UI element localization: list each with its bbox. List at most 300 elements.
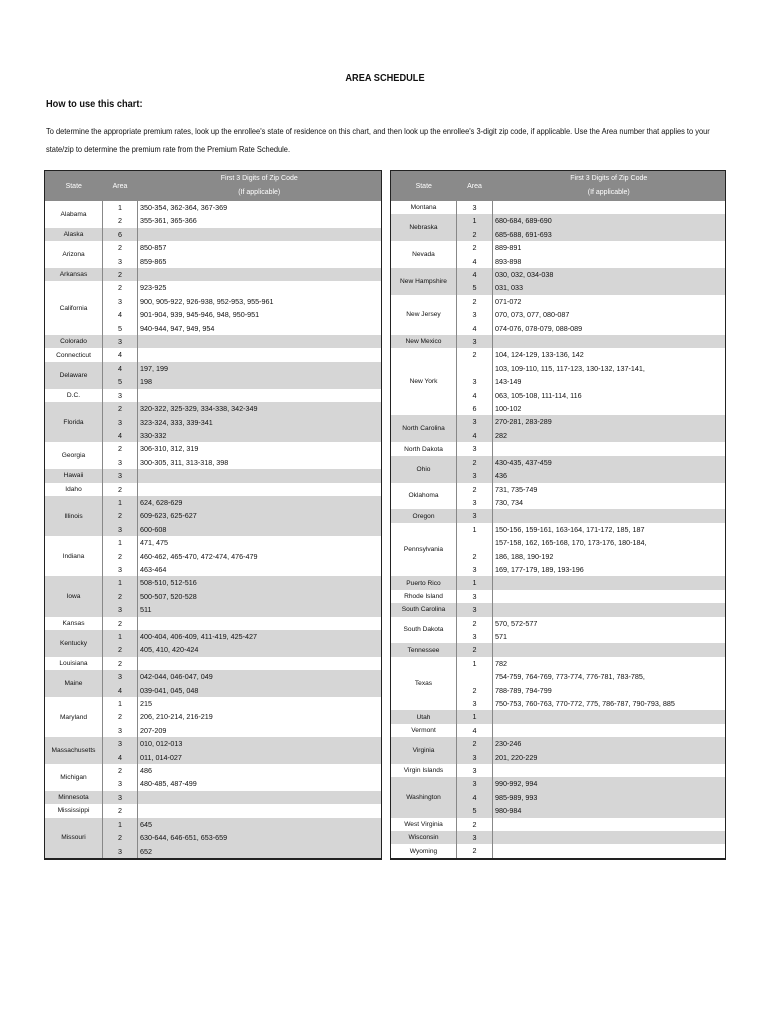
zip-cell: 508-510, 512-516	[138, 576, 382, 589]
table-row	[391, 831, 726, 844]
area-cell: 3	[457, 509, 493, 522]
state-cell: Massachusetts	[45, 737, 103, 764]
area-cell: 4	[103, 684, 138, 697]
state-cell: Colorado	[45, 335, 103, 348]
table-row	[45, 630, 382, 643]
area-cell: 4	[103, 429, 138, 442]
area-cell: 3	[457, 603, 493, 616]
table-header-row	[45, 171, 382, 202]
zip-cell: 306-310, 312, 319	[140, 444, 199, 454]
state-cell: Rhode Island	[391, 590, 457, 603]
area-cell: 3	[103, 670, 138, 683]
area-column-header: Area	[457, 171, 493, 202]
zip-cell: 900, 905-922, 926-938, 952-953, 955-961	[140, 296, 274, 306]
area-cell: 3	[457, 764, 493, 777]
state-cell: North Carolina	[391, 415, 457, 442]
zip-cell: 463-464	[140, 564, 167, 574]
area-cell: 2	[457, 536, 493, 563]
zip-cell: 480-485, 487-499	[140, 779, 197, 789]
area-cell: 2	[103, 831, 138, 844]
table-row	[45, 228, 382, 241]
area-cell: 2	[457, 737, 493, 750]
area-cell: 4	[103, 308, 138, 321]
state-cell: Maryland	[45, 697, 103, 737]
state-cell: Alaska	[45, 228, 103, 241]
table-row	[45, 764, 382, 777]
zip-cell: 570, 572-577	[495, 618, 538, 628]
zip-cell: 330-332	[138, 429, 382, 442]
area-cell: 4	[457, 791, 493, 804]
zip-cell: 731, 735-749	[495, 484, 538, 494]
table-row	[45, 536, 382, 549]
area-cell: 3	[457, 697, 493, 710]
area-cell: 2	[457, 228, 493, 241]
area-cell: 5	[457, 281, 493, 294]
area-cell: 4	[103, 751, 138, 764]
area-cell: 5	[103, 375, 138, 388]
area-cell: 1	[103, 818, 138, 831]
zip-cell: 201, 220-229	[493, 751, 726, 764]
zip-line: 754-759, 764-769, 773-774, 776-781, 783-785,	[495, 672, 645, 682]
zip-cell: 039-041, 045, 048	[138, 684, 382, 697]
zip-cell: 104, 124-129, 133-136, 142	[495, 350, 584, 360]
area-cell: 2	[103, 550, 138, 563]
zip-cell: 730, 734	[495, 497, 523, 507]
table-row	[391, 777, 726, 790]
table-row	[391, 442, 726, 455]
zip-cell: 460-462, 465-470, 472-474, 476-479	[140, 551, 258, 561]
state-cell: Alabama	[45, 201, 103, 228]
zip-cell: 063, 105-108, 111-114, 116	[495, 390, 582, 400]
zip-cell	[138, 228, 382, 241]
zip-cell: 169, 177-179, 189, 193-196	[495, 564, 584, 574]
state-cell: New Jersey	[391, 295, 457, 335]
state-cell: Virgin Islands	[391, 764, 457, 777]
zip-cell: 436	[493, 469, 726, 482]
zip-cell	[493, 509, 726, 522]
table-header-row	[391, 171, 726, 202]
area-cell: 1	[457, 576, 493, 589]
area-cell: 3	[457, 630, 493, 643]
area-cell: 3	[457, 496, 493, 509]
page-title: AREA SCHEDULE	[345, 72, 425, 84]
zip-cell: 282	[493, 429, 726, 442]
area-cell: 1	[103, 697, 138, 710]
state-cell: Mississippi	[45, 804, 103, 817]
table-row	[391, 818, 726, 831]
zip-cell	[138, 791, 382, 804]
zip-cell: 500-507, 520-528	[138, 590, 382, 603]
zip-header-line1: First 3 Digits of Zip Code	[570, 175, 648, 182]
zip-cell: 011, 014-027	[138, 751, 382, 764]
state-cell: Illinois	[45, 496, 103, 536]
table-row	[45, 737, 382, 750]
zip-cell: 071-072	[495, 296, 522, 306]
zip-cell: 624, 628-629	[138, 496, 382, 509]
zip-cell: 471, 475	[140, 538, 168, 548]
area-cell: 4	[103, 362, 138, 375]
table-row	[391, 657, 726, 670]
state-cell: Puerto Rico	[391, 576, 457, 589]
state-cell: Pennsylvania	[391, 523, 457, 577]
table-row	[391, 456, 726, 469]
state-cell: Indiana	[45, 536, 103, 576]
table-row	[45, 657, 382, 670]
zip-cell: 859-865	[140, 256, 167, 266]
area-cell: 4	[457, 322, 493, 335]
zip-cell	[493, 442, 726, 455]
zip-line: 788-789, 794-799	[495, 685, 552, 695]
area-cell: 2	[457, 670, 493, 697]
zip-cell: 198	[138, 375, 382, 388]
howto-heading: How to use this chart:	[46, 98, 143, 110]
table-row	[391, 509, 726, 522]
zip-cell	[138, 335, 382, 348]
area-cell: 3	[457, 777, 493, 790]
zip-cell: 940-944, 947, 949, 954	[140, 323, 215, 333]
table-row	[391, 603, 726, 616]
table-row	[391, 576, 726, 589]
zip-cell	[493, 724, 726, 737]
table-row	[45, 335, 382, 348]
table-row	[45, 389, 382, 402]
state-cell: Idaho	[45, 483, 103, 496]
zip-cell	[493, 764, 726, 777]
zip-column-header	[138, 171, 382, 202]
zip-cell: 680-684, 689-690	[493, 214, 726, 227]
zip-cell	[493, 643, 726, 656]
area-cell: 2	[457, 643, 493, 656]
table-row	[45, 483, 382, 496]
table-row	[391, 617, 726, 630]
area-cell: 4	[457, 389, 493, 402]
table-row	[391, 764, 726, 777]
area-cell: 1	[103, 536, 138, 549]
table-row	[391, 348, 726, 361]
zip-cell: 985-989, 993	[493, 791, 726, 804]
area-cell: 2	[103, 241, 138, 254]
table-row	[391, 268, 726, 281]
zip-cell	[493, 603, 726, 616]
state-cell: Ohio	[391, 456, 457, 483]
zip-cell	[493, 818, 726, 831]
zip-cell: 197, 199	[138, 362, 382, 375]
zip-cell: 270-281, 283-289	[493, 415, 726, 428]
state-cell: Washington	[391, 777, 457, 817]
zip-cell	[493, 590, 726, 603]
area-cell: 3	[457, 201, 493, 214]
area-cell: 6	[457, 402, 493, 415]
zip-cell: 320-322, 325-329, 334-338, 342-349	[138, 402, 382, 415]
state-cell: Utah	[391, 710, 457, 723]
state-cell: Maine	[45, 670, 103, 697]
table-row	[45, 268, 382, 281]
instructions-text: To determine the appropriate premium rates, look up the enrollee's state of residence on this chart, and then look up the enrollee's 3-digit zip code, if applicable. Use the Area number that applies to your state/zip to determine the premium rate from the Premium Rate Schedule.	[46, 126, 710, 154]
state-cell: Arizona	[45, 241, 103, 268]
zip-cell	[138, 268, 382, 281]
zip-cell: 350-354, 362-364, 367-369	[140, 203, 228, 212]
state-column-header: State	[45, 171, 103, 202]
zip-cell: 070, 073, 077, 080-087	[495, 310, 570, 320]
zip-cell: 042-044, 046-047, 049	[138, 670, 382, 683]
area-cell: 2	[103, 710, 138, 723]
area-cell: 3	[103, 777, 138, 790]
area-cell: 2	[103, 657, 138, 670]
area-cell: 3	[103, 335, 138, 348]
zip-cell: 609-623, 625-627	[138, 509, 382, 522]
area-cell: 3	[103, 737, 138, 750]
zip-cell: 600-608	[138, 523, 382, 536]
table-row	[391, 643, 726, 656]
zip-cell	[493, 201, 726, 214]
state-cell: Oklahoma	[391, 483, 457, 510]
table-row	[391, 710, 726, 723]
area-cell: 3	[103, 523, 138, 536]
zip-cell	[138, 483, 382, 496]
state-cell: D.C.	[45, 389, 103, 402]
table-row	[45, 791, 382, 804]
zip-cell: 300-305, 311, 313-318, 398	[140, 457, 229, 467]
zip-cell	[493, 576, 726, 589]
area-cell: 1	[103, 496, 138, 509]
state-cell: Nevada	[391, 241, 457, 268]
area-cell: 1	[103, 576, 138, 589]
table-row	[45, 818, 382, 831]
zip-cell: 901-904, 939, 945-946, 948, 950-951	[140, 310, 260, 320]
table-row	[45, 670, 382, 683]
zip-cell: 782	[495, 658, 507, 668]
zip-cell: 652	[138, 845, 382, 859]
table-row	[45, 348, 382, 361]
table-row	[391, 241, 726, 254]
state-cell: Arkansas	[45, 268, 103, 281]
zip-cell	[138, 657, 382, 670]
table-row	[45, 496, 382, 509]
area-cell: 5	[103, 322, 138, 335]
table-row	[45, 576, 382, 589]
zip-cell: 405, 410, 420-424	[138, 643, 382, 656]
area-cell: 3	[103, 724, 138, 737]
state-cell: Michigan	[45, 764, 103, 791]
area-cell: 1	[457, 523, 493, 536]
state-cell: North Dakota	[391, 442, 457, 455]
zip-header-line1: First 3 Digits of Zip Code	[220, 175, 298, 182]
area-cell: 1	[457, 657, 493, 670]
zip-column-header	[493, 171, 726, 202]
table-row	[45, 617, 382, 630]
zip-cell	[493, 362, 726, 389]
table-row	[391, 590, 726, 603]
area-cell: 2	[103, 281, 138, 294]
zip-cell: 230-246	[493, 737, 726, 750]
area-table-left	[44, 170, 382, 860]
state-cell: Tennessee	[391, 643, 457, 656]
zip-line: 143-149	[495, 377, 522, 387]
zip-cell: 215	[140, 699, 152, 709]
area-cell: 3	[457, 563, 493, 576]
area-cell: 2	[103, 268, 138, 281]
zip-cell: 850-857	[140, 243, 167, 253]
table-row	[391, 523, 726, 536]
state-cell: Missouri	[45, 818, 103, 859]
area-cell: 3	[457, 590, 493, 603]
area-cell: 4	[103, 348, 138, 361]
area-cell: 2	[457, 348, 493, 361]
area-cell: 4	[457, 268, 493, 281]
area-column-header: Area	[103, 171, 138, 202]
state-cell: Louisiana	[45, 657, 103, 670]
zip-cell	[138, 389, 382, 402]
state-cell: Florida	[45, 402, 103, 442]
table-row	[45, 697, 382, 710]
table-row	[45, 442, 382, 455]
area-cell: 4	[457, 724, 493, 737]
area-cell: 6	[103, 228, 138, 241]
zip-cell: 400-404, 406-409, 411-419, 425-427	[138, 630, 382, 643]
state-cell: South Carolina	[391, 603, 457, 616]
state-cell: Connecticut	[45, 348, 103, 361]
area-cell: 2	[103, 590, 138, 603]
area-cell: 2	[103, 483, 138, 496]
state-cell: New Hampshire	[391, 268, 457, 295]
area-cell: 3	[457, 362, 493, 389]
zip-cell: 323-324, 333, 339-341	[138, 416, 382, 429]
zip-cell	[493, 536, 726, 563]
zip-cell: 150-156, 159-161, 163-164, 171-172, 185, 187	[495, 524, 645, 534]
state-cell: New York	[391, 348, 457, 415]
area-cell: 3	[103, 389, 138, 402]
state-cell: Kentucky	[45, 630, 103, 657]
table-row	[391, 214, 726, 227]
state-cell: West Virginia	[391, 818, 457, 831]
area-cell: 3	[103, 563, 138, 576]
zip-cell	[138, 348, 382, 361]
zip-header-line2: (If applicable)	[587, 189, 630, 196]
area-cell: 1	[457, 214, 493, 227]
zip-cell: 511	[138, 603, 382, 616]
area-table-right	[390, 170, 726, 860]
area-cell: 2	[457, 295, 493, 308]
table-row	[391, 737, 726, 750]
zip-cell	[493, 670, 726, 697]
table-row	[391, 483, 726, 496]
state-cell: Vermont	[391, 724, 457, 737]
zip-header-line2: (If applicable)	[238, 189, 281, 196]
zip-cell: 750-753, 760-763, 770-772, 775, 786-787, 790-793, 885	[495, 698, 675, 708]
area-cell: 2	[457, 483, 493, 496]
zip-cell: 430-435, 437-459	[493, 456, 726, 469]
zip-cell: 100-102	[495, 404, 522, 414]
area-cell: 1	[457, 710, 493, 723]
zip-cell	[493, 831, 726, 844]
zip-cell: 889-891	[495, 243, 522, 253]
zip-cell: 207-209	[140, 725, 167, 735]
zip-cell: 923-925	[140, 283, 167, 293]
area-cell: 3	[103, 416, 138, 429]
table-row	[391, 295, 726, 308]
area-cell: 3	[457, 415, 493, 428]
state-cell: Wisconsin	[391, 831, 457, 844]
zip-line: 186, 188, 190-192	[495, 551, 554, 561]
state-cell: Nebraska	[391, 214, 457, 241]
area-cell: 1	[103, 630, 138, 643]
area-cell: 2	[457, 844, 493, 858]
table-row	[45, 469, 382, 482]
area-cell: 3	[103, 469, 138, 482]
state-cell: New Mexico	[391, 335, 457, 348]
zip-cell	[138, 804, 382, 817]
area-cell: 3	[103, 791, 138, 804]
state-cell: Kansas	[45, 617, 103, 630]
state-column-header: State	[391, 171, 457, 202]
area-cell: 3	[103, 845, 138, 859]
area-cell: 3	[457, 308, 493, 321]
area-cell: 2	[103, 214, 138, 227]
state-cell: Montana	[391, 201, 457, 214]
zip-cell: 486	[140, 766, 152, 776]
zip-cell: 980-984	[493, 804, 726, 817]
area-cell: 3	[103, 295, 138, 308]
zip-cell: 031, 033	[493, 281, 726, 294]
table-row	[45, 241, 382, 254]
zip-cell	[493, 844, 726, 858]
state-cell: Oregon	[391, 509, 457, 522]
state-cell: Delaware	[45, 362, 103, 389]
zip-cell: 630-644, 646-651, 653-659	[138, 831, 382, 844]
area-cell: 2	[457, 241, 493, 254]
zip-cell: 990-992, 994	[493, 777, 726, 790]
zip-cell: 685-688, 691-693	[493, 228, 726, 241]
zip-cell	[493, 710, 726, 723]
area-cell: 2	[457, 617, 493, 630]
area-cell: 3	[457, 751, 493, 764]
table-row	[391, 724, 726, 737]
zip-cell: 571	[495, 631, 507, 641]
area-cell: 2	[103, 402, 138, 415]
area-cell: 3	[457, 335, 493, 348]
area-cell: 2	[457, 818, 493, 831]
area-cell: 4	[457, 255, 493, 268]
zip-cell: 893-898	[495, 256, 522, 266]
zip-line: 103, 109-110, 115, 117-123, 130-132, 137-141,	[495, 363, 645, 373]
zip-line: 157-158, 162, 165-168, 170, 173-176, 180-184,	[495, 538, 647, 548]
zip-cell	[493, 335, 726, 348]
area-cell: 3	[103, 255, 138, 268]
table-row	[45, 804, 382, 817]
area-cell: 2	[457, 456, 493, 469]
state-cell: Wyoming	[391, 844, 457, 858]
state-cell: California	[45, 281, 103, 335]
state-cell: South Dakota	[391, 617, 457, 644]
table-row	[391, 335, 726, 348]
state-cell: Iowa	[45, 576, 103, 616]
zip-cell: 074-076, 078-079, 088-089	[495, 323, 583, 333]
area-cell: 5	[457, 804, 493, 817]
table-row	[45, 201, 382, 214]
state-cell: Georgia	[45, 442, 103, 469]
zip-cell: 355-361, 365-366	[140, 216, 197, 226]
state-cell: Virginia	[391, 737, 457, 764]
area-cell: 2	[103, 764, 138, 777]
area-cell: 2	[103, 442, 138, 455]
zip-cell	[138, 469, 382, 482]
table-row	[45, 362, 382, 375]
area-cell: 3	[103, 456, 138, 469]
table-row	[391, 201, 726, 214]
area-cell: 3	[457, 469, 493, 482]
zip-cell	[138, 617, 382, 630]
zip-cell: 030, 032, 034-038	[493, 268, 726, 281]
